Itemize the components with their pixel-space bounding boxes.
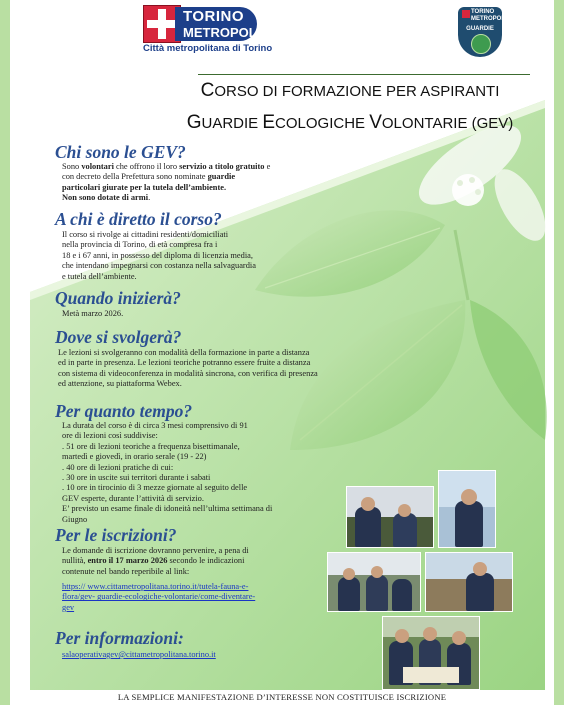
text-run: . [148, 193, 151, 203]
text-line [62, 494, 272, 504]
contact-email-link[interactable]: salaoperativagev@cittametropolitana.torino.it [62, 650, 216, 659]
section-heading-info: Per informazioni: [55, 628, 184, 648]
text-line [62, 193, 270, 203]
bold-text: guardie [207, 172, 236, 182]
photo-guards-3 [327, 552, 421, 612]
logo-line-1: TORINO [183, 8, 245, 25]
text-line [62, 309, 123, 319]
text-line [62, 421, 272, 431]
text-run: GEV esperte, durante l’attività di servizio. [62, 493, 204, 503]
section-heading-tempo: Per quanto tempo? [55, 401, 193, 421]
text-line [62, 483, 272, 493]
link-line-2[interactable]: flora/gev- guardie-ecologiche-volontarie/come-diventare- [62, 592, 256, 602]
text-line [62, 473, 272, 483]
text-run: Le domande di iscrizione dovranno pervenire, a pena di [62, 546, 249, 555]
map-sheet [403, 667, 459, 683]
text-run: . 10 ore in tirocinio di 3 mezze giornate al seguito delle [62, 483, 248, 493]
text-line [62, 272, 256, 282]
text-line [62, 162, 270, 172]
text-run: Il corso si rivolge ai cittadini residenti/domiciliati [62, 230, 229, 239]
text-run: con decreto della Prefettura sono nominate [62, 172, 208, 182]
text-line [62, 230, 256, 240]
text-line [62, 183, 270, 193]
text-line [62, 504, 272, 514]
badge-line-2: METROPOLI [471, 16, 507, 22]
text-run: ed attenzione, su piattaforma Webex. [58, 379, 182, 389]
text-run: . 51 ore di lezioni teoriche a frequenza bisettimanale, [62, 441, 240, 451]
section-heading-iscrizioni: Per le iscrizioni? [55, 525, 177, 545]
footer-note: LA SEMPLICE MANIFESTAZIONE D’INTERESSE NON COSTITUISCE ISCRIZIONE [117, 692, 447, 702]
text-line [58, 369, 318, 379]
text-run: che offrono il loro [113, 162, 180, 171]
bold-text: entro il 17 marzo 2026 [87, 556, 168, 566]
small-flag-icon [462, 10, 470, 18]
guardie-badge-logo [458, 7, 507, 57]
text-run: nella provincia di Torino, di età compresa fra i [62, 240, 218, 250]
text-line [62, 240, 256, 250]
text-run: . 40 ore di lezioni pratiche di cui: [62, 462, 174, 472]
bold-text: particolari giurate per la tutela dell’ambiente. [62, 182, 227, 192]
text-run: Giugno [62, 514, 88, 524]
title-divider [198, 74, 530, 75]
section-heading-diretto: A chi è diretto il corso? [55, 209, 222, 229]
title-line-2: GUARDIE ECOLOGICHE VOLONTARIE (GEV) [186, 112, 514, 133]
text-line [62, 463, 272, 473]
photo-guards-4 [425, 552, 513, 612]
link-line-3[interactable]: gev [62, 602, 75, 612]
logo-line-2: METROPOLI [183, 25, 261, 40]
text-run: con sistema di videoconferenza in modalità sincrona, con verifica di presenza [58, 368, 318, 378]
photo-guards-2 [438, 470, 496, 548]
text-run: che intendano impegnarsi con costanza nella salvaguardia [62, 261, 256, 271]
text-line [62, 556, 249, 566]
bold-text: volontari [81, 162, 114, 171]
text-line [62, 567, 249, 577]
section-body-quando [62, 309, 123, 319]
text-run: e [264, 162, 271, 171]
section-heading-quando: Quando inizierà? [55, 288, 181, 308]
logo-subtitle: Città metropolitana di Torino [143, 43, 273, 54]
text-line [62, 515, 272, 525]
text-run: La durata del corso è di circa 3 mesi comprensivo di 91 [62, 421, 248, 430]
text-run: secondo le indicazioni [167, 556, 245, 566]
bold-text: Non sono dotate di armi [62, 193, 149, 203]
green-emblem-icon [471, 34, 491, 54]
logo-wordmark [175, 7, 261, 41]
shield-icon [458, 7, 507, 57]
section-heading-dove: Dove si svolgerà? [55, 327, 182, 347]
photo-guards-5 [382, 616, 480, 690]
section-body-iscrizioni [62, 546, 249, 577]
badge-line-3: GUARDIE [466, 26, 494, 32]
text-run: E’ previsto un esame finale di idoneità nell’ultima settimana di [62, 504, 273, 514]
link-line-1[interactable]: https:// www.cittametropolitana.torino.it/tutela-fauna-e- [62, 582, 249, 591]
text-run: ore di lezioni così suddivise: [62, 431, 158, 441]
text-run: Le lezioni si svolgeranno con modalità della formazione in parte a distanza [58, 348, 310, 357]
bold-text: servizio a titolo gratuito [179, 162, 265, 171]
text-run: . 30 ore in uscite sui territori durante i sabati [62, 473, 211, 483]
registration-link[interactable] [62, 582, 255, 613]
text-line [62, 172, 270, 182]
torino-metropoli-logo [143, 5, 273, 55]
section-body-diretto [62, 230, 256, 282]
text-run: nullità, [62, 556, 88, 566]
text-line [58, 379, 318, 389]
text-line [58, 348, 318, 358]
text-line [62, 261, 256, 271]
text-run: ed in parte in presenza. Le lezioni teoriche potranno essere fruite a distanza [58, 358, 311, 368]
text-line [62, 442, 272, 452]
text-line [62, 546, 249, 556]
text-run: Metà marzo 2026. [62, 309, 124, 318]
left-edge-bar [0, 0, 10, 705]
right-edge-bar [554, 0, 564, 705]
title-line-1: CORSO DI FORMAZIONE PER ASPIRANTI [200, 80, 500, 101]
text-run: e tutela dell’ambiente. [62, 271, 137, 281]
photo-guards-1 [346, 486, 434, 548]
text-line [62, 431, 272, 441]
badge-line-1: TORINO [471, 9, 495, 15]
text-run: martedì e giovedì, in orario serale (19 - 22) [62, 452, 207, 462]
text-run: contenute nel bando reperibile al link: [62, 566, 190, 576]
text-run: Sono [62, 162, 82, 171]
text-line [62, 452, 272, 462]
section-body-dove [58, 348, 318, 390]
section-heading-chi: Chi sono le GEV? [55, 142, 186, 162]
text-line [62, 251, 256, 261]
text-run: 18 e i 67 anni, in possesso del diploma di licenzia media, [62, 250, 253, 260]
section-body-chi [62, 162, 270, 204]
text-line [58, 358, 318, 368]
section-body-tempo [62, 421, 272, 525]
